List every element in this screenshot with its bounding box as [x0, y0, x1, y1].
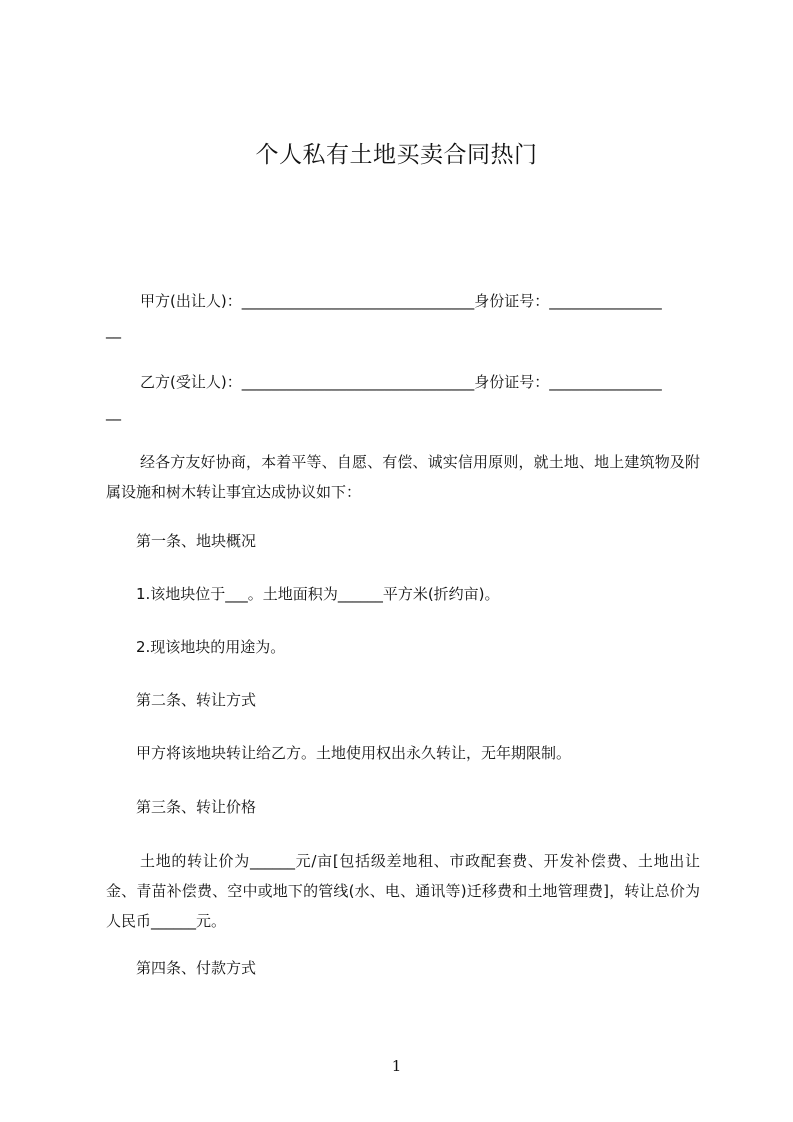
intro-paragraph: 经各方友好协商，本着平等、自愿、有偿、诚实信用原则，就土地、地上建筑物及附属设施和树木转让事宜达成协议如下： [106, 453, 700, 501]
article-1-heading: 第一条、地块概况 [136, 532, 257, 550]
article-2-body: 甲方将该地块转让给乙方。土地使用权出永久转让，无年期限制。 [136, 744, 572, 762]
article-1-item-1: 1.该地块位于___。土地面积为______平方米(折约亩)。 [136, 585, 500, 603]
article-4-heading: 第四条、付款方式 [136, 959, 257, 977]
article-3-heading: 第三条、转让价格 [136, 798, 257, 816]
page-number: 1 [391, 1057, 402, 1075]
party-a-continuation: __ [106, 321, 121, 339]
article-1-item-2: 2.现该地块的用途为。 [136, 638, 286, 656]
party-a-line: 甲方(出让人)：_______________________________身份证号：_______________ [140, 292, 662, 310]
article-2-heading: 第二条、转让方式 [136, 691, 257, 709]
document-title: 个人私有土地买卖合同热门 [255, 142, 538, 168]
party-b-continuation: __ [106, 403, 121, 421]
party-b-line: 乙方(受让人)：_______________________________身份证号：_______________ [140, 373, 662, 391]
article-3-body: 土地的转让价为______元/亩[包括级差地租、市政配套费、开发补偿费、土地出让金、青苗补偿费、空中或地下的管线(水、电、通讯等)迁移费和土地管理费]，转让总价为人民币______元。 [106, 852, 700, 930]
